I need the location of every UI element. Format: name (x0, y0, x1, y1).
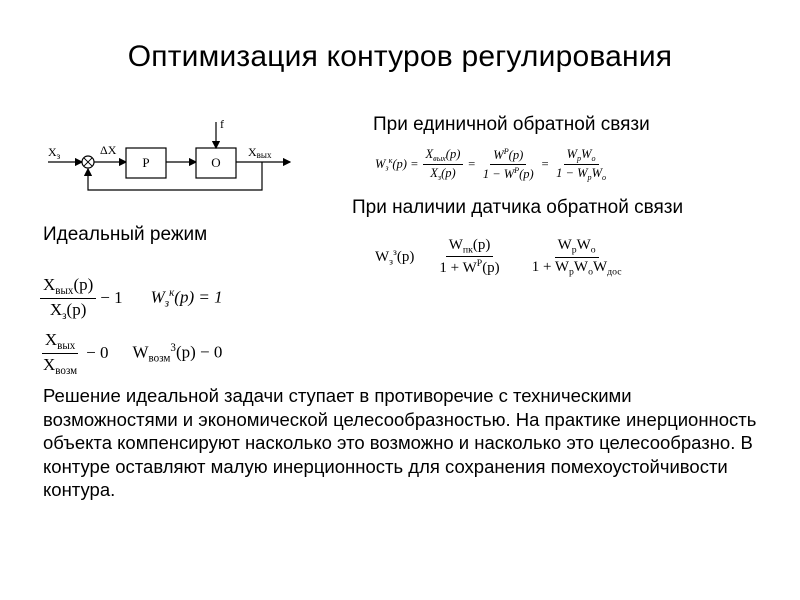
ideal-mode-heading: Идеальный режим (43, 224, 208, 245)
error-label: ΔX (100, 143, 117, 157)
unity-feedback-equation: $W_з^к(p)$ = $\frac{X_{вых}(p)}{X_з(p)}$ = $\frac{W^P(p)}{1 - W^P(p)}$ = $\frac{W_pW_o}{1 - W_pW_o}$ (375, 147, 609, 182)
ideal-fraction-2: $\frac{X_{вых}}{X_{возм}}$ (43, 330, 78, 377)
uf-fraction-2: $\frac{W^P(p)}{1 - W^P(p)}$ (482, 147, 534, 181)
uf-fraction-3: $\frac{W_pW_o}{1 - W_pW_o}$ (556, 147, 607, 182)
sf-fraction-1: $\frac{W_{пк}(p)}{1 + W^P(p)}$ (439, 237, 500, 277)
control-loop-diagram (38, 108, 300, 198)
page-title: Оптимизация контуров регулирования (127, 40, 673, 73)
output-label: Xвых (248, 145, 272, 160)
ideal-equation-1: $\frac{X_{вых}(p)}{X_з(p)}$ − 1 $W_з^к(p) = 1$ (40, 275, 223, 322)
sf-lhs: $W_з^з(p)$ (375, 247, 415, 268)
sensor-feedback-equation (375, 237, 625, 277)
block-p-label: Р (142, 155, 150, 170)
uf-lhs: $W_з^к(p)$ = (375, 156, 419, 173)
unity-feedback-heading: При единичной обратной связи (373, 114, 650, 135)
ideal-fraction-1: $\frac{X_{вых}(p)}{X_з(p)}$ (40, 275, 96, 322)
disturbance-label: f (220, 117, 224, 131)
body-paragraph: Решение идеальной задачи ступает в противоречие с техническими возможностями и экономической целесообразностью. На практике инерционность объекта компенсируют насколько это возможно и насколько это целесообразно. В контуре оставляют малую инерционность для сохранения помехоустойчивости контура. (43, 385, 757, 500)
sensor-feedback-heading: При наличии датчика обратной связи (352, 197, 684, 218)
sf-fraction-2: $\frac{W_рW_о}{1 + W_рW_оW_{дос}}$ (531, 237, 622, 278)
uf-fraction-1: $\frac{X_{вых}(p)}{X_з(p)}$ (423, 147, 464, 182)
input-label: $X_з$ (48, 145, 61, 161)
ideal-equation-2: $\frac{X_{вых}}{X_{возм}}$ − 0 $W_{возм}^3(p) - 0$ (40, 330, 222, 377)
block-o-label: О (211, 155, 221, 170)
